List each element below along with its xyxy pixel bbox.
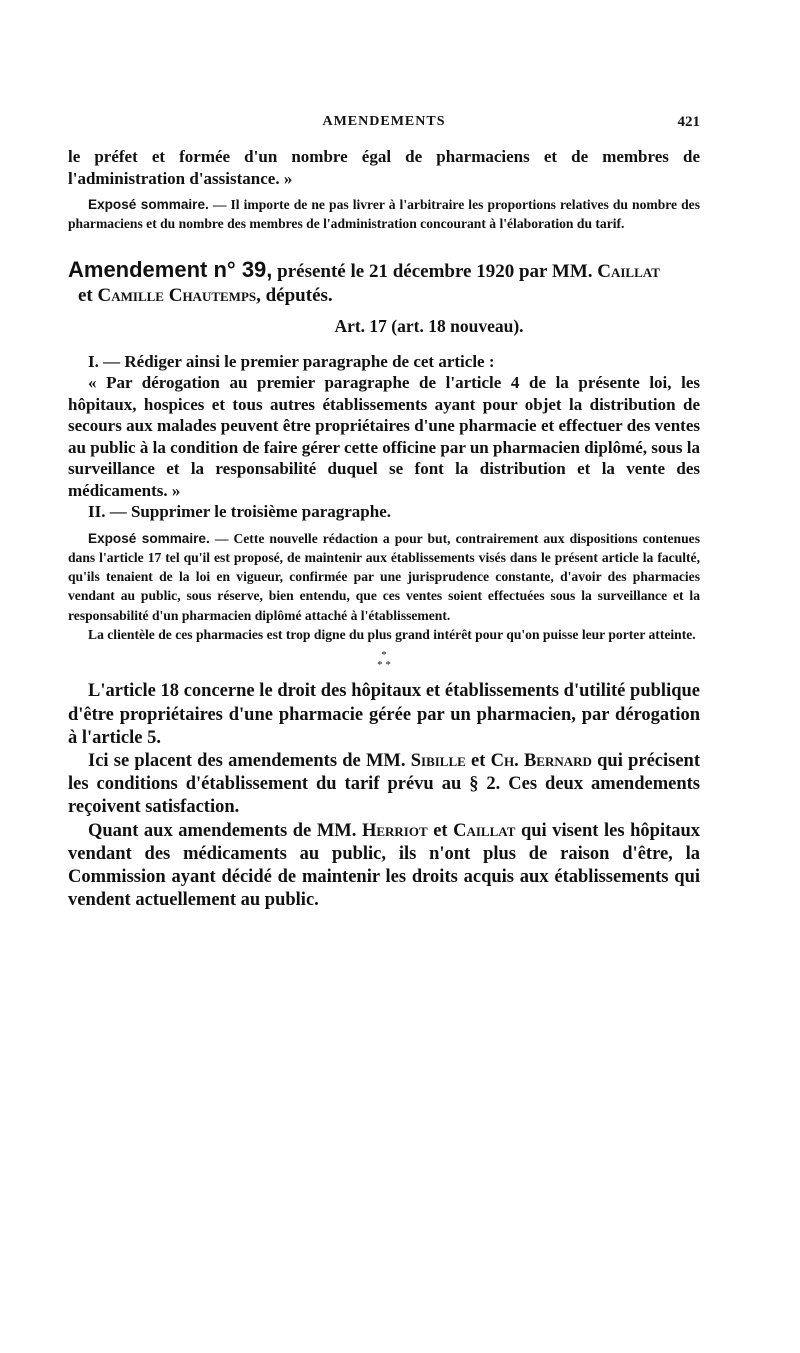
article-heading: Art. 17 (art. 18 nouveau). [334,315,524,336]
amendment-text-before: présenté le 21 décembre 1920 par MM. [277,260,593,282]
amendment-name-2: Camille Chautemps [97,284,257,306]
expose-label: Exposé sommaire. [88,197,209,212]
p3-text-mid: et [433,820,448,841]
amendment-heading [68,258,700,284]
running-title: AMENDEMENTS [322,114,446,129]
amendment-name-1: Caillat [597,260,660,282]
separator-star-top: * [381,649,387,662]
p2-text-before: Ici se placent des amendements de MM. [88,750,406,771]
p2-name-1: Sibille [410,750,466,771]
p2-text-after: qui précisent les conditions d'établissement du tarif prévu au § 2. Ces deux amendements reçoivent satisfaction. [68,750,700,818]
p2-text-mid: et [471,750,486,771]
page-number: 421 [677,114,700,130]
amendment-expose-2: La clientèle de ces pharmacies est trop digne du plus grand intérêt pour qu'on puisse leur porter atteinte. [88,627,696,643]
closing-paragraph-1: L'article 18 concerne le droit des hôpitaux et établissements d'utilité publique d'être propriétaires d'une pharmacie gérée par un pharmacien, par dérogation à l'article 5. [68,681,700,748]
p3-name-2: Caillat [453,820,516,841]
page-content [68,146,700,912]
expose-text: — Il importe de ne pas livrer à l'arbitraire les proportions relatives du nombre des pharmaciens et du nombre des membres de l'administration concourant à l'élaboration du tarif. [68,197,701,232]
intro-expose [68,195,700,234]
closing-paragraph-3 [68,820,700,913]
closing-paragraph-2 [68,750,700,820]
p3-name-1: Herriot [361,820,428,841]
expose-text: — Cette nouvelle rédaction a pour but, contrairement aux dispositions contenues dans l'article 17 tel qu'il est proposé, de maintenir aux établissements visés dans le présent article la faculté, qu'ils tenaient de la loi en vigueur, confirmée par une jurisprudence constante, d'avoir des pharmacies vendant au public, sous réserve, bien entendu, que ces ventes soient effectuées sous la surveillance et la responsabilité d'un pharmacien diplômé attaché à l'établissement. [68,530,700,623]
separator-stars-bottom: * * [377,659,391,672]
amendment-heading-cont [68,284,700,308]
amendment-expose [68,529,700,625]
intro-continuation: le préfet et formée d'un nombre égal de pharmaciens et de membres de l'administration d'assistance. » [68,147,700,188]
p2-name-2: Ch. Bernard [490,750,592,771]
amendment-quote: « Par dérogation au premier paragraphe de l'article 4 de la présente loi, les hôpitaux, hospices et tous autres établissements ayant pour objet la distribution de secours aux malades peuvent être propriétaires d'une pharmacie et effectuer des ventes au public à la condition de faire gérer cette officine par un pharmacien diplômé, sous la surveillance et la responsabilité duquel se font la distribution et la vente des médicaments. » [68,373,700,500]
p3-text-after: qui visent les hôpitaux vendant des médicaments au public, ils n'ont plus de raison d'être, la Commission ayant décidé de maintenir les droits acquis aux établissements qui vendent actuellement au public. [68,820,701,911]
amendment-text-after: , députés. [256,284,333,306]
expose-label: Exposé sommaire. [88,530,210,546]
amendment-item-1: I. — Rédiger ainsi le premier paragraphe de cet article : [88,351,495,371]
amendment-label: Amendement n° 39, [68,256,273,282]
amendment-text-mid: et [78,284,93,306]
amendment-item-2: II. — Supprimer le troisième paragraphe. [88,502,391,522]
p3-text-before: Quant aux amendements de MM. [88,820,357,841]
section-separator [68,650,700,670]
page-header [68,114,700,134]
